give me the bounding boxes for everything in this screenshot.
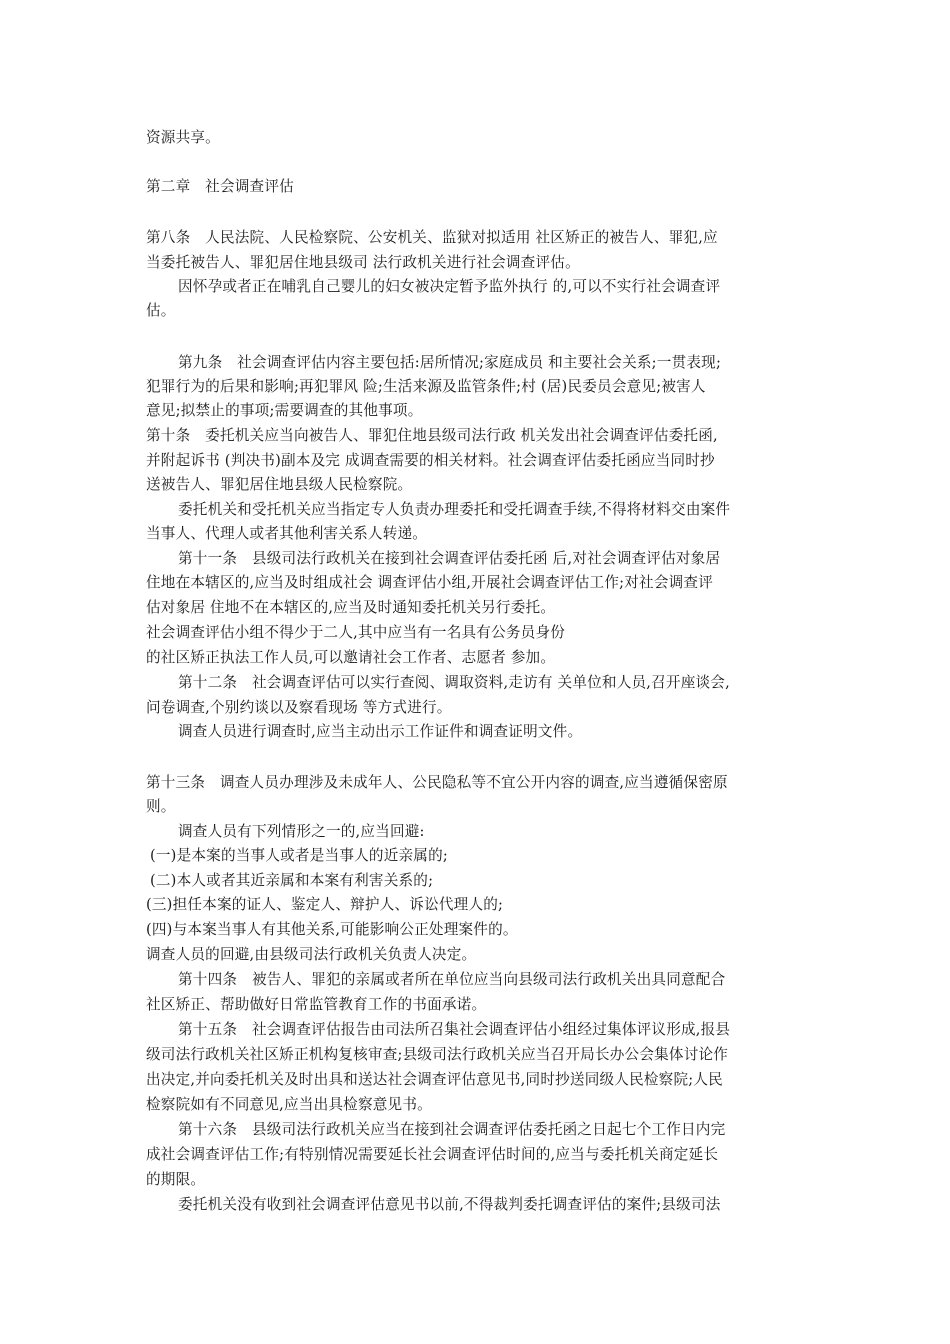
list-item: (一)是本案的当事人或者是当事人的近亲属的; [150, 847, 448, 864]
text-line: 犯罪行为的后果和影响;再犯罪风 险;生活来源及监管条件;村 (居)民委员会意见;被害人 [146, 378, 706, 395]
list-item: (二)本人或者其近亲属和本案有利害关系的; [150, 872, 434, 889]
text-line: 送被告人、罪犯居住地县级人民检察院。 [146, 476, 413, 493]
text-line: 社区矫正、帮助做好日常监管教育工作的书面承诺。 [146, 996, 487, 1013]
text-line: 第十一条 县级司法行政机关在接到社会调查评估委托函 后,对社会调查评估对象居 [178, 550, 721, 567]
text-line: 第十四条 被告人、罪犯的亲属或者所在单位应当向县级司法行政机关出具同意配合 [178, 971, 726, 988]
text-line: 当委托被告人、罪犯居住地县级司 法行政机关进行社会调查评估。 [146, 254, 580, 271]
text-line: 资源共享。 [146, 129, 220, 146]
text-line: 委托机关没有收到社会调查评估意见书以前,不得裁判委托调查评估的案件;县级司法 [178, 1196, 721, 1213]
text-line: 估对象居 住地不在本辖区的,应当及时通知委托机关另行委托。 [146, 599, 556, 616]
text-line: 社会调查评估小组不得少于二人,其中应当有一名具有公务员身份 [146, 624, 566, 641]
text-line: 第十条 委托机关应当向被告人、罪犯住地县级司法行政 机关发出社会调查评估委托函, [146, 427, 718, 444]
text-line: 检察院如有不同意见,应当出具检察意见书。 [146, 1096, 432, 1113]
list-item: (四)与本案当事人有其他关系,可能影响公正处理案件的。 [146, 921, 518, 938]
text-line: 第十五条 社会调查评估报告由司法所召集社会调查评估小组经过集体评议形成,报县 [178, 1021, 731, 1038]
list-item: (三)担任本案的证人、鉴定人、辩护人、诉讼代理人的; [146, 896, 504, 913]
text-line: 第八条 人民法院、人民检察院、公安机关、监狱对拟适用 社区矫正的被告人、罪犯,应 [146, 229, 718, 246]
text-line: 估。 [146, 302, 176, 319]
text-line: 出决定,并向委托机关及时出具和送达社会调查评估意见书,同时抄送同级人民检察院;人民 [146, 1071, 723, 1088]
text-line: 第十六条 县级司法行政机关应当在接到社会调查评估委托函之日起七个工作日内完 [178, 1121, 726, 1138]
text-line: 并附起诉书 (判决书)副本及完 成调查需要的相关材料。社会调查评估委托函应当同时抄 [146, 452, 715, 469]
text-line: 意见;拟禁止的事项;需要调查的其他事项。 [146, 402, 423, 419]
text-line: 委托机关和受托机关应当指定专人负责办理委托和受托调查手续,不得将材料交由案件 [178, 501, 731, 518]
text-line: 问卷调查,个别约谈以及察看现场 等方式进行。 [146, 699, 452, 716]
text-line: 则。 [146, 798, 176, 815]
text-line: 第九条 社会调查评估内容主要包括:居所情况;家庭成员 和主要社会关系;一贯表现; [178, 354, 722, 371]
text-line: 当事人、代理人或者其他利害关系人转递。 [146, 525, 428, 542]
text-line: 第十二条 社会调查评估可以实行查阅、调取资料,走访有 关单位和人员,召开座谈会, [178, 674, 730, 691]
text-line: 住地在本辖区的,应当及时组成社会 调查评估小组,开展社会调查评估工作;对社会调查评 [146, 574, 714, 591]
text-line: 调查人员有下列情形之一的,应当回避: [178, 823, 425, 840]
text-line: 调查人员的回避,由县级司法行政机关负责人决定。 [146, 946, 477, 963]
text-line: 的社区矫正执法工作人员,可以邀请社会工作者、志愿者 参加。 [146, 649, 556, 666]
chapter-heading: 第二章 社会调查评估 [146, 178, 294, 195]
text-line: 级司法行政机关社区矫正机构复核审查;县级司法行政机关应当召开局长办公会集体讨论作 [146, 1046, 729, 1063]
text-line: 因怀孕或者正在哺乳自己婴儿的妇女被决定暂予监外执行 的,可以不实行社会调查评 [178, 278, 721, 295]
text-line: 的期限。 [146, 1171, 206, 1188]
text-line: 调查人员进行调查时,应当主动出示工作证件和调查证明文件。 [178, 723, 583, 740]
text-line: 第十三条 调查人员办理涉及未成年人、公民隐私等不宜公开内容的调查,应当遵循保密原 [146, 774, 728, 791]
text-line: 成社会调查评估工作;有特别情况需要延长社会调查评估时间的,应当与委托机关商定延长 [146, 1146, 719, 1163]
